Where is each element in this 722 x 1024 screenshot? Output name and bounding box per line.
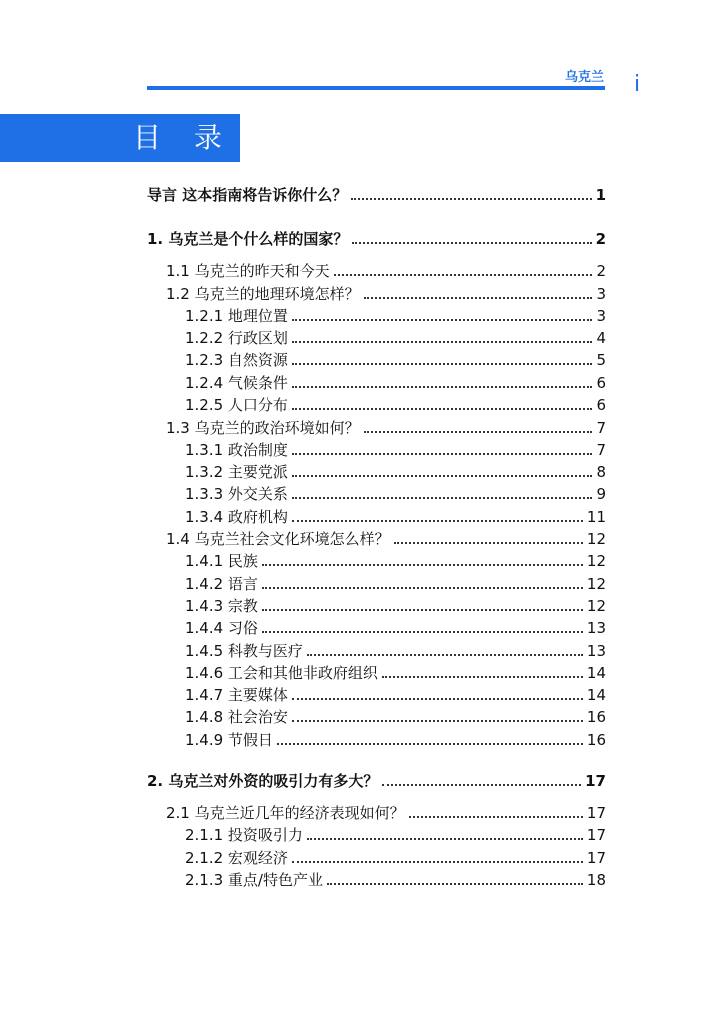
toc-entry-label: 1.4.2 语言 — [185, 575, 258, 593]
toc-entry[interactable] — [185, 574, 606, 594]
toc-leader-dots — [292, 408, 593, 410]
toc-entry-page: 17 — [585, 772, 606, 790]
toc-entry-page: 11 — [586, 508, 606, 526]
toc-entry-page: 6 — [596, 396, 606, 414]
toc-entry-page: 13 — [586, 619, 606, 637]
toc-leader-dots — [292, 386, 593, 388]
toc-entry[interactable] — [185, 618, 606, 638]
toc-entry[interactable] — [166, 261, 606, 281]
toc-entry[interactable] — [185, 484, 606, 504]
toc-leader-dots — [292, 319, 593, 321]
page-number: i — [634, 72, 641, 97]
toc-entry[interactable] — [166, 529, 606, 549]
toc-entry-label: 1.3.2 主要党派 — [185, 463, 288, 481]
toc-leader-dots — [292, 341, 593, 343]
toc-leader-dots — [307, 838, 583, 840]
toc-entry-label: 1.4.7 主要媒体 — [185, 686, 288, 704]
toc-leader-dots — [292, 363, 593, 365]
toc-entry-label: 1.3.3 外交关系 — [185, 485, 288, 503]
toc-leader-dots — [382, 676, 583, 678]
toc-entry-page: 17 — [586, 804, 606, 822]
toc-leader-dots — [382, 784, 581, 786]
toc-entry-label: 1.4 乌克兰社会文化环境怎么样？ — [166, 530, 390, 548]
toc-leader-dots — [292, 698, 583, 700]
toc-entry-label: 1.3.4 政府机构 — [185, 508, 288, 526]
toc-entry-label: 1.3.1 政治制度 — [185, 441, 288, 459]
toc-entry[interactable] — [185, 685, 606, 705]
toc-entry[interactable] — [147, 771, 606, 791]
toc-entry-page: 6 — [596, 374, 606, 392]
toc-entry-label: 1.4.8 社会治安 — [185, 708, 288, 726]
toc-entry-label: 1.4.4 习俗 — [185, 619, 258, 637]
toc-leader-dots — [292, 720, 583, 722]
toc-entry-label: 2.1.3 重点/特色产业 — [185, 871, 323, 889]
toc-entry[interactable] — [185, 641, 606, 661]
toc-entry[interactable] — [166, 418, 606, 438]
toc-entry-page: 2 — [596, 262, 606, 280]
toc-entry-page: 16 — [586, 708, 606, 726]
toc-entry-page: 7 — [596, 441, 606, 459]
toc-leader-dots — [262, 564, 583, 566]
toc-entry-page: 1 — [595, 186, 606, 204]
toc-leader-dots — [334, 274, 593, 276]
toc-leader-dots — [262, 631, 583, 633]
toc-entry-page: 4 — [596, 329, 606, 347]
toc-leader-dots — [262, 609, 583, 611]
toc-entry-label: 1.2.1 地理位置 — [185, 307, 288, 325]
toc-leader-dots — [351, 198, 591, 200]
toc-entry-label: 1.2 乌克兰的地理环境怎样？ — [166, 285, 360, 303]
toc-entry-label: 1.4.6 工会和其他非政府组织 — [185, 664, 378, 682]
toc-entry[interactable] — [185, 707, 606, 727]
toc-entry[interactable] — [185, 306, 606, 326]
toc-entry-page: 13 — [586, 642, 606, 660]
toc-entry[interactable] — [185, 551, 606, 571]
toc-entry[interactable] — [185, 328, 606, 348]
toc-entry[interactable] — [185, 825, 606, 845]
toc-entry-label: 1.3 乌克兰的政治环境如何？ — [166, 419, 360, 437]
toc-entry-label: 1.4.9 节假日 — [185, 731, 273, 749]
toc-entry-label: 1. 乌克兰是个什么样的国家？ — [147, 230, 349, 248]
toc-entry-page: 18 — [586, 871, 606, 889]
toc-entry-label: 1.4.3 宗教 — [185, 597, 258, 615]
toc-entry[interactable] — [185, 395, 606, 415]
toc-leader-dots — [364, 431, 593, 433]
toc-entry-label: 1.4.1 民族 — [185, 552, 258, 570]
toc-entry-page: 12 — [586, 552, 606, 570]
toc-entry-label: 导言 这本指南将告诉你什么？ — [147, 186, 348, 204]
toc-entry-page: 16 — [586, 731, 606, 749]
toc-entry-label: 1.2.4 气候条件 — [185, 374, 288, 392]
toc-entry[interactable] — [185, 848, 606, 868]
toc-entry[interactable] — [185, 596, 606, 616]
toc-entry-page: 17 — [586, 826, 606, 844]
toc-entry[interactable] — [185, 730, 606, 750]
toc-entry-page: 17 — [586, 849, 606, 867]
toc-entry-page: 14 — [586, 686, 606, 704]
toc-entry[interactable] — [147, 185, 606, 205]
toc-entry-label: 1.2.3 自然资源 — [185, 351, 288, 369]
toc-leader-dots — [307, 654, 583, 656]
toc-leader-dots — [262, 587, 583, 589]
toc-entry[interactable] — [185, 440, 606, 460]
toc-entry-label: 2.1 乌克兰近几年的经济表现如何？ — [166, 804, 405, 822]
toc-entry-page: 3 — [596, 307, 606, 325]
toc-entry-label: 2.1.1 投资吸引力 — [185, 826, 303, 844]
toc-entry[interactable] — [166, 284, 606, 304]
toc-leader-dots — [292, 475, 593, 477]
toc-leader-dots — [292, 497, 593, 499]
toc-heading: 目 录 — [0, 114, 240, 162]
toc-entry-label: 2.1.2 宏观经济 — [185, 849, 288, 867]
running-header-title: 乌克兰 — [564, 70, 604, 85]
toc-entry-label: 1.4.5 科教与医疗 — [185, 642, 303, 660]
toc-entry-page: 5 — [596, 351, 606, 369]
toc-entry[interactable] — [185, 663, 606, 683]
toc-entry-page: 3 — [596, 285, 606, 303]
toc-leader-dots — [292, 453, 593, 455]
toc-leader-dots — [327, 883, 583, 885]
toc-leader-dots — [277, 743, 583, 745]
toc-entry-label: 1.2.2 行政区划 — [185, 329, 288, 347]
toc-entry-page: 8 — [596, 463, 606, 481]
toc-entry-page: 12 — [586, 597, 606, 615]
toc-leader-dots — [352, 242, 591, 244]
toc-entry-page: 14 — [586, 664, 606, 682]
toc-entry[interactable] — [147, 229, 606, 249]
toc-entry-page: 2 — [595, 230, 606, 248]
toc-entry-label: 1.1 乌克兰的昨天和今天 — [166, 262, 330, 280]
toc-entry-page: 12 — [586, 575, 606, 593]
toc-entry[interactable] — [185, 507, 606, 527]
toc-entry[interactable] — [185, 350, 606, 370]
toc-leader-dots — [292, 520, 583, 522]
toc-entry[interactable] — [185, 870, 606, 890]
toc-entry-label: 2. 乌克兰对外资的吸引力有多大？ — [147, 772, 379, 790]
toc-leader-dots — [394, 542, 583, 544]
toc-entry-label: 1.2.5 人口分布 — [185, 396, 288, 414]
toc-leader-dots — [292, 861, 583, 863]
toc-entry-page: 9 — [596, 485, 606, 503]
toc-entry-page: 7 — [596, 419, 606, 437]
toc-leader-dots — [409, 816, 583, 818]
toc-entry-page: 12 — [586, 530, 606, 548]
toc-entry[interactable] — [166, 803, 606, 823]
toc-leader-dots — [364, 297, 593, 299]
toc-entry[interactable] — [185, 373, 606, 393]
toc-entry[interactable] — [185, 462, 606, 482]
